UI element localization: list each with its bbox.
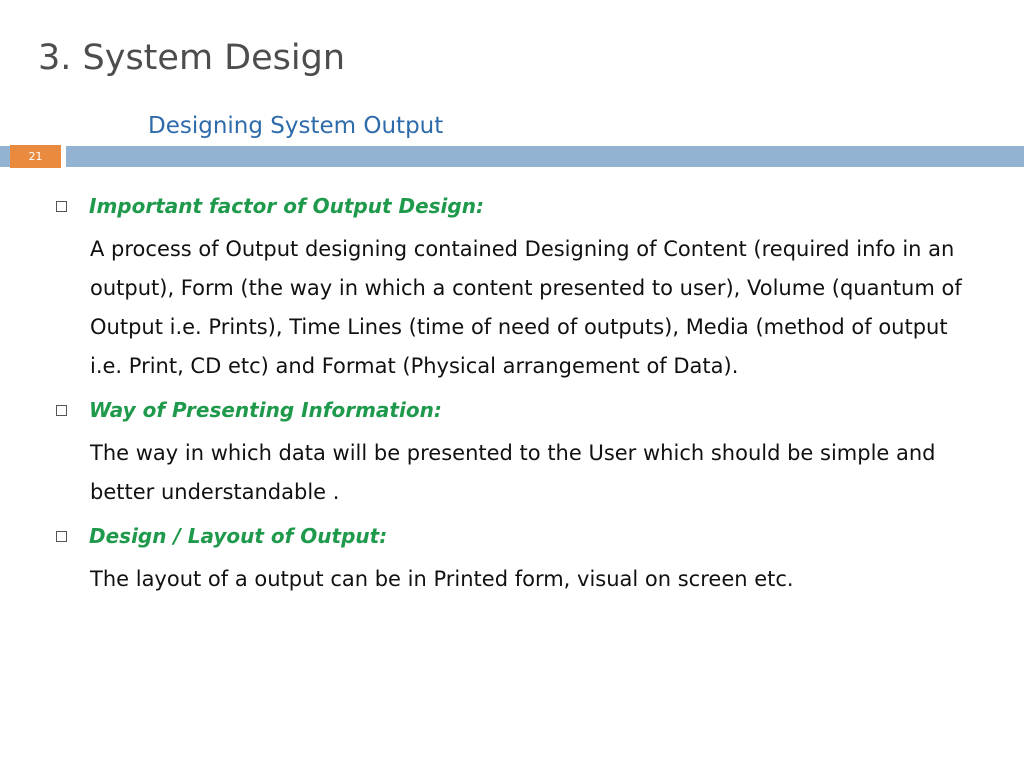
slide-content [50,190,1000,607]
page-number-badge: 21 [10,145,61,168]
bullet-heading: Way of Presenting Information: [89,398,442,422]
bullet-body-text: The way in which data will be presented to the User which should be simple and better understandable . [90,441,936,504]
hollow-square-bullet-icon [56,531,67,542]
header-bar-left [0,146,10,167]
hollow-square-bullet-icon [56,201,67,212]
bullet-heading: Design / Layout of Output: [89,524,388,548]
header-bar-right [66,146,1024,167]
hollow-square-bullet-icon [56,405,67,416]
slide-subtitle: Designing System Output [148,113,444,139]
bullet-item-output-design-factor [50,190,1000,386]
bullet-item-layout-output [50,520,1000,599]
bullet-item-presenting-information [50,394,1000,512]
bullet-body-text: The layout of a output can be in Printed form, visual on screen etc. [90,567,794,591]
bullet-body-text: A process of Output designing contained Designing of Content (required info in an output), Form (the way in which a content presented to user), Volume (quantum of Output i.e. Prints), Time Lines (time of need of outputs), Media (method of output i.e. Print, CD etc) and Format (Physical arrangement of Data). [90,237,962,378]
slide-title: 3. System Design [38,38,346,78]
bullet-heading: Important factor of Output Design: [89,194,484,218]
